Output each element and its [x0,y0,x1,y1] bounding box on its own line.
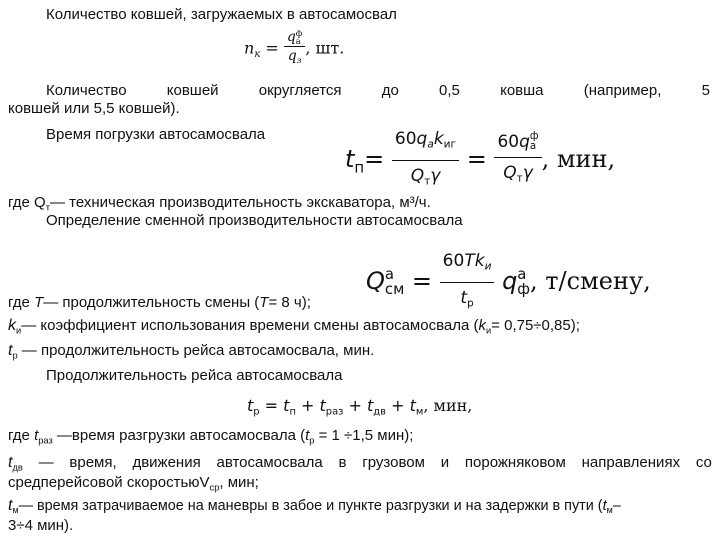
text-ladle-count-title: Количество ковшей, загружаемых в автосамосвал [46,6,397,23]
text-trip-duration-title: Продолжительность рейса автосамосвала [46,367,343,384]
formula-ladle-count: $n_к$ = q ф а $q_з$ , шт. [244,27,345,67]
text-shift-productivity-title: Определение сменной производительности автосамосвала [46,212,463,229]
text-utilization-coef: $k_и—$ коэффициент использования времени смены автосамосвала $(k_и= 0,75\div 0,85)$; [8,317,580,336]
text-qt-definition: где $Q_т—$ техническая производительность экскаватора, м³/ч. [8,194,431,213]
formula-shift-productivity: Q а см = $\frac{60Tk_и}{t_р}$ q а ф , т/смену, [366,246,651,318]
text-rounding-note: Количество ковшей округляется до 0,5 ковша (например, 5 [46,82,710,99]
text-loading-time-title: Время погрузки автосамосвала [46,126,266,143]
text-trip-duration-def: $t_р$ — продолжительность рейса автосамосвала, мин. [8,342,375,361]
formula-loading-time: $t_п=$ $\frac{60q_аk_{иг}}{Q_т\gamma}$ = 60q ф а $Q_т\gamma$ , мин, [345,124,615,196]
text-movement-time: $t_{дв}$ — время, движения автосамосвала в грузовом и порожняковом направлениях со [8,454,712,473]
formula-trip-duration: $t_р = t_п + t_{раз} + t_{дв} + t_м$, мин, [247,396,473,418]
text-maneuver-time-line2: 3÷4 мин). [8,517,74,534]
text-movement-time-line2: средперейсовой скоростьюV$_{ср}$, мин; [8,474,259,493]
text-maneuver-time: $t_м—$ время затрачиваемое на маневры в забое и пункте разгрузки и на задержки в пути ($t_м-$ [8,497,621,516]
text-shift-duration: где T— продолжительность смены (T= 8 ч); [8,294,311,311]
text-rounding-note-line2: ковшей или 5,5 ковшей). [8,100,180,117]
text-unloading-time: где $t_{раз}$ —время разгрузки автосамосвала ($t_р = 1 \div 1,5$ мин); [8,427,414,446]
